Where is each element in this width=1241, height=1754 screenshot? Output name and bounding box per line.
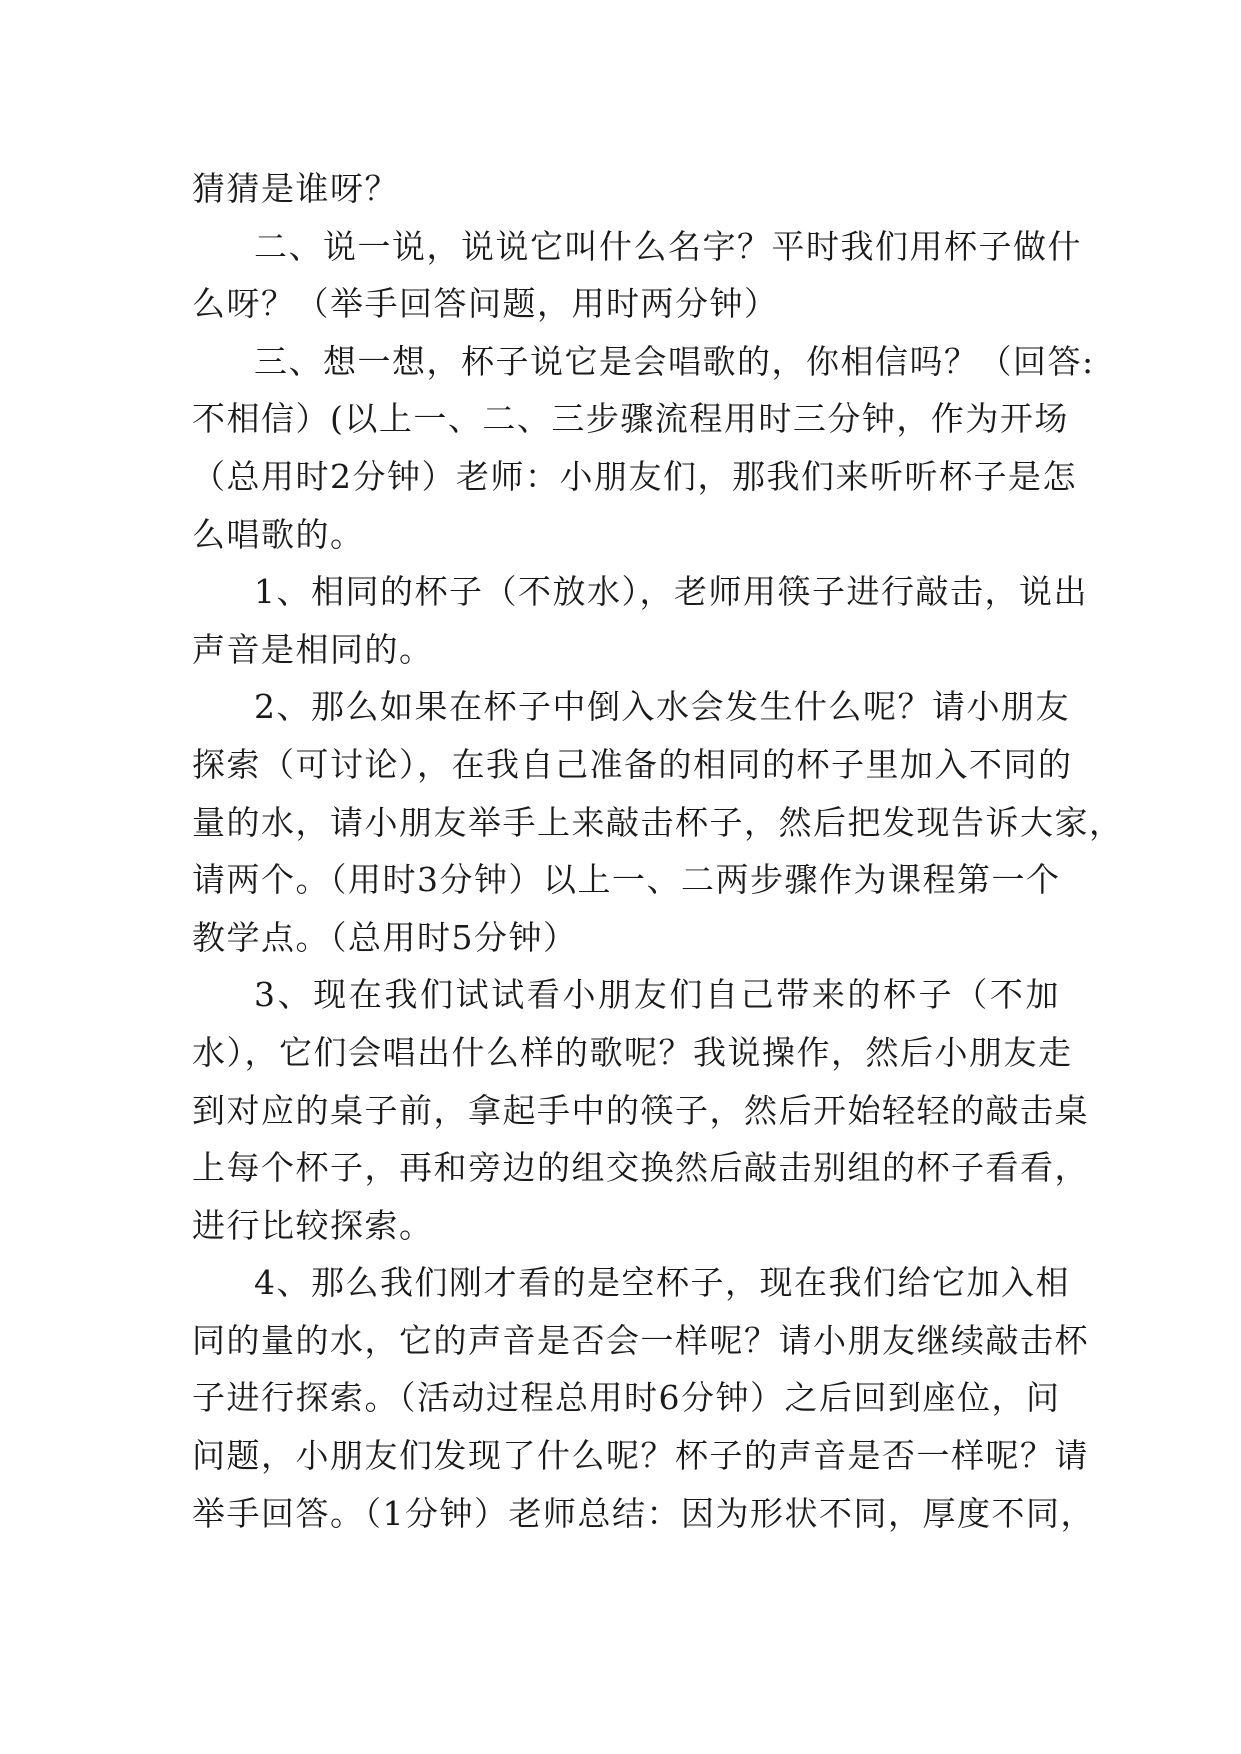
text-line: 进行比较探索。 xyxy=(192,1205,434,1245)
text-line: 水），它们会唱出什么样的歌呢？我说操作，然后小朋友走 xyxy=(192,1032,1073,1072)
text-line: 么唱歌的。 xyxy=(192,514,365,554)
text-line: 不相信）(以上一、二、三步骤流程用时三分钟，作为开场 xyxy=(192,399,1069,439)
text-line: 1、相同的杯子（不放水），老师用筷子进行敲击，说出 xyxy=(254,572,1088,612)
text-line: 三、想一想，杯子说它是会唱歌的，你相信吗？（回答: xyxy=(254,341,1095,381)
text-line: （总用时2分钟）老师：小朋友们，那我们来听听杯子是怎 xyxy=(192,456,1077,496)
text-line: 上每个杯子，再和旁边的组交换然后敲击别组的杯子看看， xyxy=(192,1148,1089,1188)
text-line: 4、那么我们刚才看的是空杯子，现在我们给它加入相 xyxy=(254,1263,1070,1303)
text-line: 请两个。（用时3分钟）以上一、二两步骤作为课程第一个 xyxy=(192,860,1061,900)
text-line: 教学点。（总用时5分钟） xyxy=(192,917,578,957)
text-line: 举手回答。（1分钟）老师总结：因为形状不同，厚度不同， xyxy=(192,1493,1095,1533)
text-line: 么呀？（举手回答问题，用时两分钟） xyxy=(192,284,779,324)
text-line: 到对应的桌子前，拿起手中的筷子，然后开始轻轻的敲击桌 xyxy=(192,1090,1089,1130)
text-line: 2、那么如果在杯子中倒入水会发生什么呢？请小朋友 xyxy=(254,687,1070,727)
text-line: 二、说一说，说说它叫什么名字？平时我们用杯子做什 xyxy=(254,226,1082,266)
text-line: 声音是相同的。 xyxy=(192,629,434,669)
document-body xyxy=(192,160,1124,1542)
text-line: 3、现在我们试试看小朋友们自己带来的杯子（不加 xyxy=(254,975,1060,1015)
text-line: 同的量的水，它的声音是否会一样呢？请小朋友继续敲击杯 xyxy=(192,1320,1089,1360)
text-line: 探索（可讨论），在我自己准备的相同的杯子里加入不同的 xyxy=(192,744,1073,784)
text-line: 猜猜是谁呀？ xyxy=(192,169,399,208)
text-line: 问题，小朋友们发现了什么呢？杯子的声音是否一样呢？请 xyxy=(192,1436,1089,1476)
text-line: 子进行探索。（活动过程总用时6分钟）之后回到座位，问 xyxy=(192,1378,1061,1418)
text-line: 量的水，请小朋友举手上来敲击杯子，然后把发现告诉大家， xyxy=(192,802,1124,842)
